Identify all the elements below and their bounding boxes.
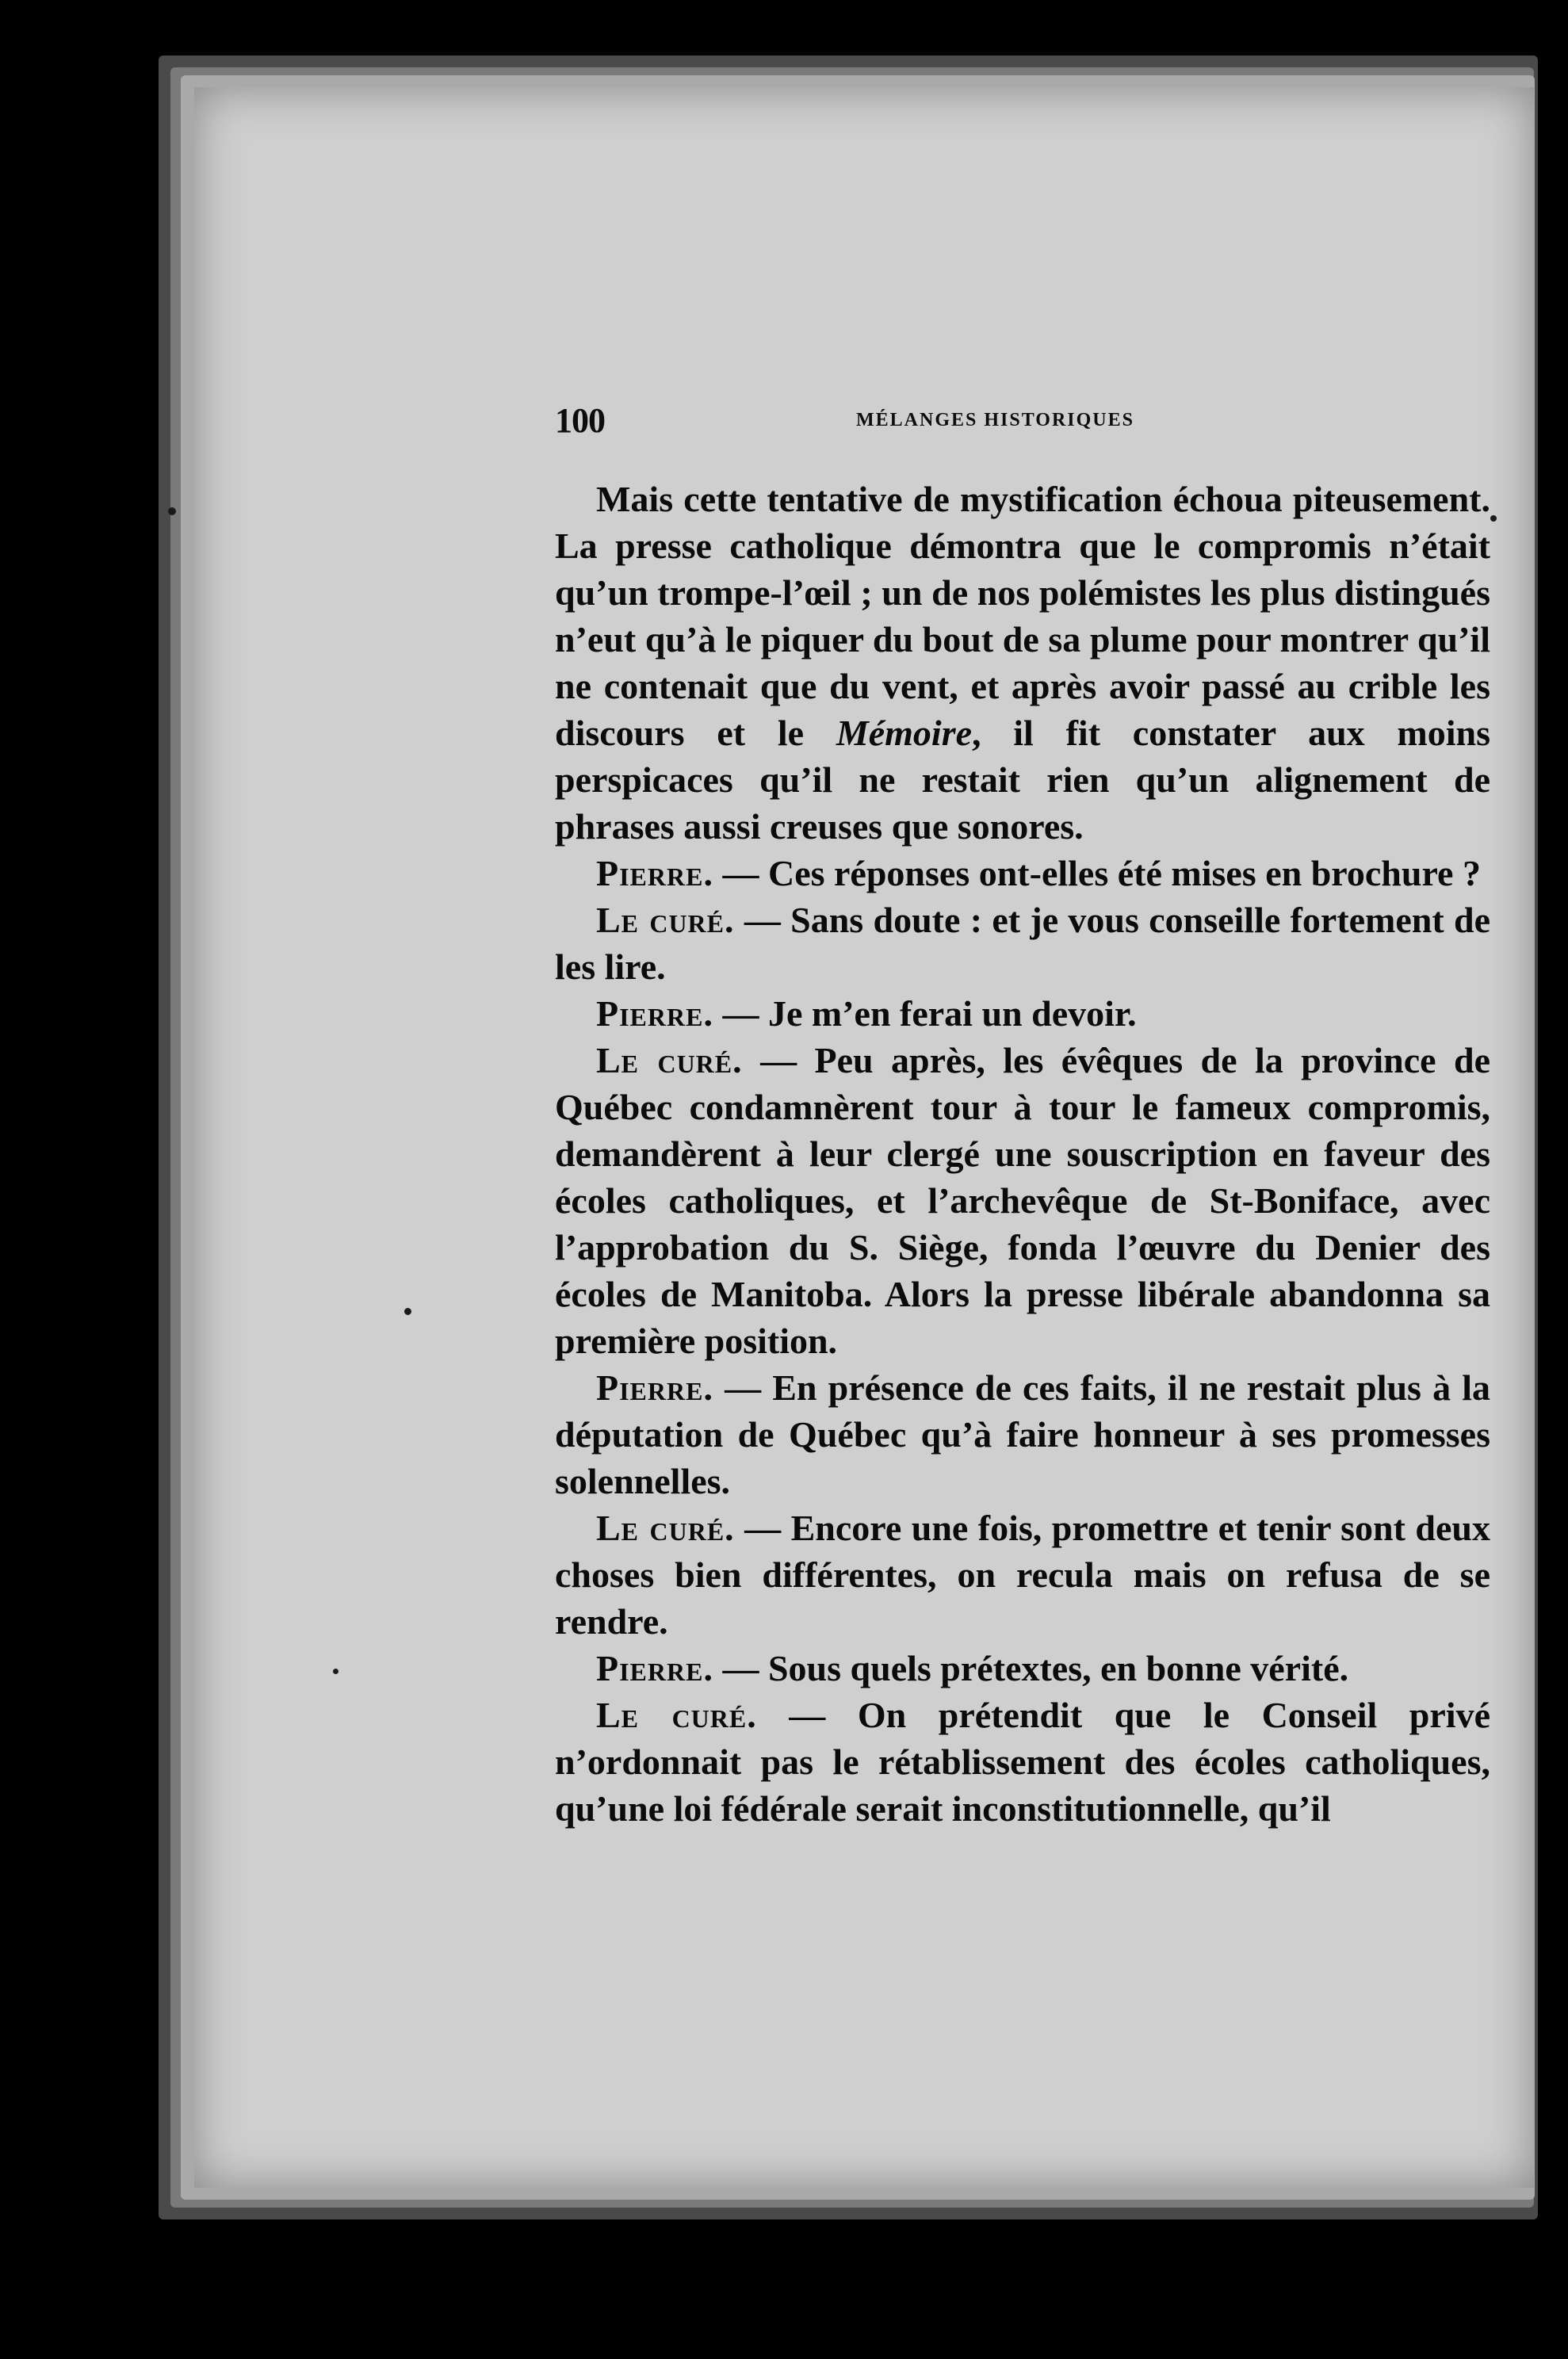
dialogue-line: [555, 850, 1490, 897]
running-title: MÉLANGES HISTORIQUES: [856, 410, 1134, 430]
body-text: [555, 476, 1490, 1832]
speech-text: — Sans doute : et je vous conseille fortement de les lire.: [555, 900, 1490, 987]
speech-text: — Encore une fois, promettre et tenir sont deux choses bien différentes, on recula mais on refusa de se rendre.: [555, 1508, 1490, 1642]
dialogue-line: [555, 1645, 1490, 1692]
paragraph: [555, 476, 1490, 850]
speaker-name: Le curé.: [596, 1695, 757, 1735]
paragraph-text: , il fit constater aux moins perspicaces qu’il ne restait rien qu’un alignement de phrases aussi creuses que sonores.: [555, 713, 1491, 847]
dialogue-line: [555, 1504, 1490, 1645]
speaker-name: Pierre.: [596, 853, 713, 893]
dialogue-line: [555, 1364, 1490, 1504]
page-header: [555, 400, 1490, 448]
speech-text: — Peu après, les évêques de la province de Québec condamnèrent tour à tour le fameux compromis, demandèrent à leur clergé une souscription en faveur des écoles catholiques, et l’archevêque de St-Boniface, avec l’approbation du S. Siège, fonda l’œuvre du Denier des écoles de Manitoba. Alors la presse libérale abandonna sa première position.: [555, 1040, 1491, 1361]
speech-text: — Ces réponses ont-elles été mises en brochure ?: [713, 853, 1481, 893]
speaker-name: Pierre.: [596, 993, 713, 1034]
speech-text: — Sous quels prétextes, en bonne vérité.: [713, 1648, 1349, 1688]
dialogue-line: [555, 990, 1490, 1037]
speech-text: — En présence de ces faits, il ne restait plus à la députation de Québec qu’à faire honneur à ses promesses solennelles.: [555, 1367, 1490, 1501]
paragraph-text: Mais cette tentative de mystification échoua piteusement. La presse catholique démontra que le compromis n’était qu’un trompe-l’œil ; un de nos polémistes les plus distingués n’eut qu’à le piquer du bout de sa plume pour montrer qu’il ne contenait que du vent, et après avoir passé au crible les discours et le: [555, 479, 1490, 753]
italic-title: Mémoire: [836, 713, 973, 753]
speaker-name: Pierre.: [596, 1367, 713, 1408]
speaker-name: Le curé.: [596, 1508, 735, 1548]
dialogue-line: [555, 1037, 1490, 1364]
speech-text: — Je m’en ferai un devoir.: [713, 993, 1137, 1034]
speech-text: — On prétendit que le Conseil privé n’ordonnait pas le rétablissement des écoles catholiques, qu’une loi fédérale serait inconstitutionnelle, qu’il: [555, 1695, 1490, 1829]
scan-speck: [168, 507, 176, 515]
dialogue-line: [555, 897, 1490, 990]
speaker-name: Le curé.: [596, 900, 735, 940]
scan-speck: [404, 1308, 411, 1315]
scan-speck: [333, 1669, 338, 1674]
dialogue-line: [555, 1692, 1490, 1832]
speaker-name: Pierre.: [596, 1648, 713, 1688]
speaker-name: Le curé.: [596, 1040, 743, 1080]
page-number: 100: [555, 401, 605, 440]
scan-speck: [1490, 515, 1497, 522]
